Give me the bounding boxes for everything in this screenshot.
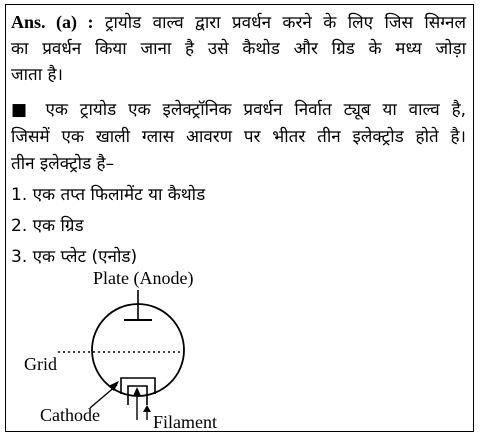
filament-label: Filament bbox=[153, 412, 217, 432]
cathode-label: Cathode bbox=[40, 405, 100, 425]
plate-label: Plate (Anode) bbox=[93, 268, 194, 288]
explanation-line-3: तीन इलेक्ट्रोड है– bbox=[11, 154, 115, 174]
answer-line-2: का प्रवर्धन किया जाना है उसे कैथोड और ग्रिड के मध्य जोड़ा bbox=[11, 39, 466, 59]
list-item: 3. एक प्लेट (एनोड) bbox=[11, 247, 138, 267]
grid-label: Grid bbox=[24, 354, 57, 374]
cathode-arrow-head bbox=[108, 381, 119, 391]
explanation-text-1: एक ट्रायोड एक इलेक्ट्रॉनिक प्रवर्धन निर्वात ट्यूब या वाल्व है, bbox=[45, 100, 466, 120]
list-item: 2. एक ग्रिड bbox=[11, 216, 84, 236]
filament-arrow-2-head bbox=[143, 405, 151, 412]
answer-prefix: Ans. (a) : bbox=[11, 12, 94, 32]
answer-text-1: ट्रायोड वाल्व द्वारा प्रवर्धन करने के लिए जिस सिग्नल bbox=[104, 13, 467, 33]
bullet-icon: ■ bbox=[11, 100, 34, 120]
answer-line-3: जाता है। bbox=[11, 65, 63, 85]
filament-arrow-head bbox=[133, 387, 141, 396]
explanation-line-2: जिसमें एक खाली ग्लास आवरण पर भीतर तीन इलेक्ट्रोड होते है। bbox=[11, 127, 466, 147]
list-item: 1. एक तप्त फिलामेंट या कैथोड bbox=[11, 185, 206, 205]
